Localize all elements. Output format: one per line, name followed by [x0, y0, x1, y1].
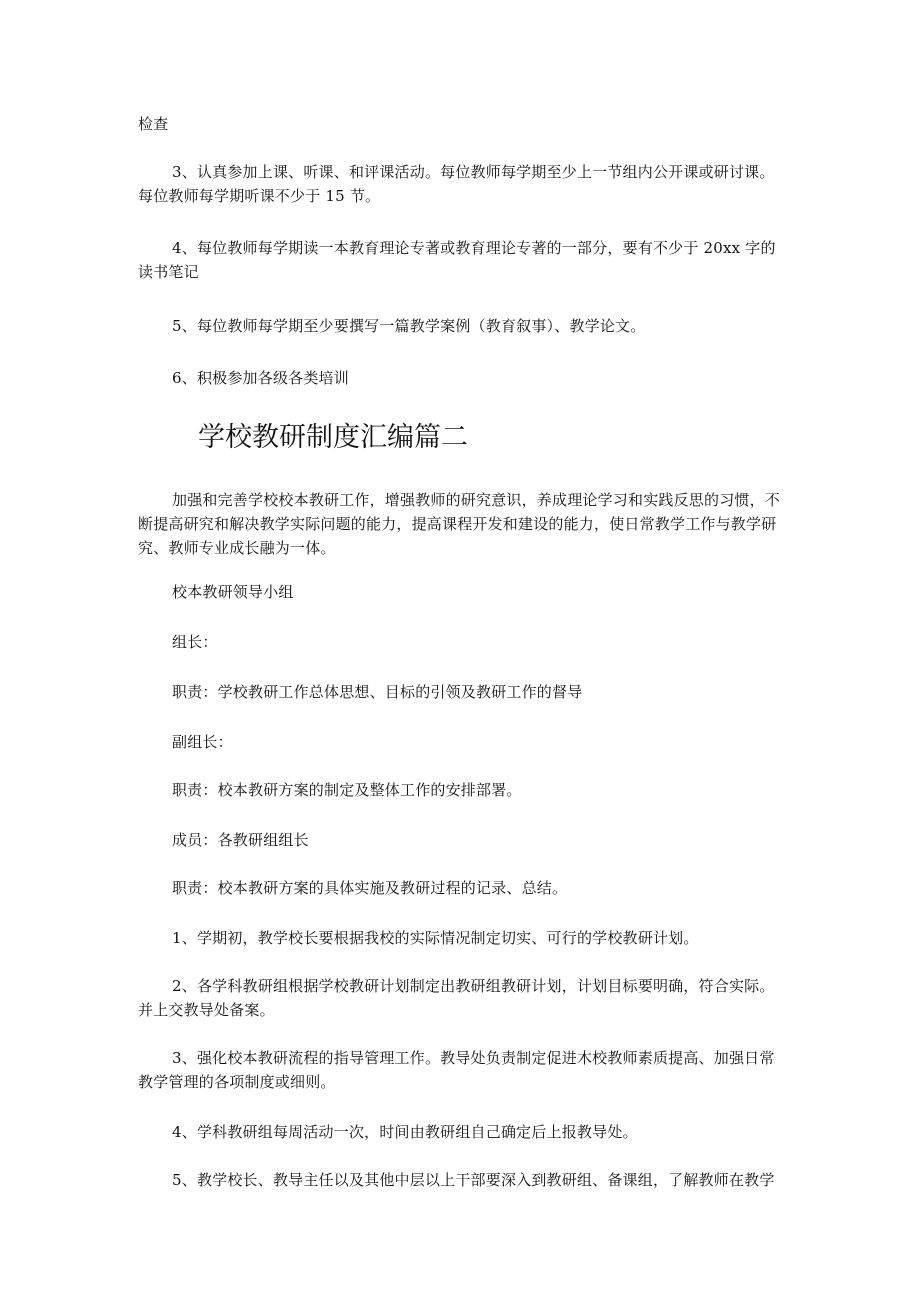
section-heading: 学校教研制度汇编篇二: [198, 422, 468, 453]
members-label: 成员：各教研组组长: [172, 831, 309, 849]
deputy-duty: 职责：校本教研方案的制定及整体工作的安排部署。: [172, 781, 522, 799]
paragraph-item-5: 5、每位教师每学期至少要撰写一篇教学案例（教育叙事）、教学论文。: [172, 317, 646, 335]
deputy-label: 副组长：: [172, 733, 233, 751]
paragraph-check: 检查: [138, 115, 169, 133]
intro-paragraph: 加强和完善学校校本教研工作，增强教师的研究意识，养成理论学习和实践反思的习惯，不断提高研究和解决教学实际问题的能力，提高课程开发和建设的能力，使日常教学工作与教学研究、教师专业成长融为一体。: [138, 491, 781, 557]
rule-item-1: 1、学期初，教学校长要根据我校的实际情况制定切实、可行的学校教研计划。: [172, 929, 699, 947]
rule-item-3: 3、强化校本教研流程的指导管理工作。教导处负责制定促进木校教师素质提高、加强日常教学管理的各项制度或细则。: [138, 1049, 775, 1091]
members-duty: 职责：校本教研方案的具体实施及教研过程的记录、总结。: [172, 879, 568, 897]
paragraph-item-6: 6、积极参加各级各类培训: [172, 369, 349, 387]
paragraph-item-3: 3、认真参加上课、听课、和评课活动。每位教师每学期至少上一节组内公开课或研讨课。每位教师每学期听课不少于 15 节。: [138, 163, 775, 205]
rule-item-5: 5、教学校长、教导主任以及其他中层以上干部要深入到教研组、备课组，了解教师在教学: [172, 1171, 775, 1189]
leader-label: 组长：: [172, 633, 218, 651]
rule-item-4: 4、学科教研组每周活动一次，时间由教研组自己确定后上报教导处。: [172, 1123, 638, 1141]
rule-item-2: 2、各学科教研组根据学校教研计划制定出教研组教研计划，计划目标要明确，符合实际。并上交教导处备案。: [138, 977, 775, 1019]
leader-duty: 职责：学校教研工作总体思想、目标的引领及教研工作的督导: [172, 683, 583, 701]
leadership-group-label: 校本教研领导小组: [172, 583, 294, 601]
paragraph-item-4: 4、每位教师每学期读一本教育理论专著或教育理论专著的一部分，要有不少于 20xx 字的读书笔记: [138, 239, 776, 281]
